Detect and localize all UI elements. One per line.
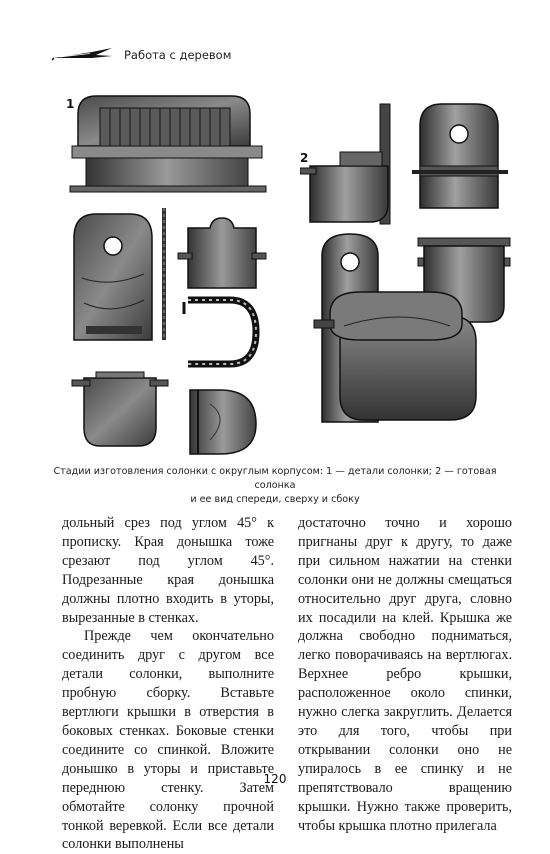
bent-strap bbox=[184, 300, 256, 364]
figure-caption bbox=[40, 465, 510, 507]
front-panel bbox=[178, 218, 266, 288]
bottom-disc bbox=[190, 390, 256, 454]
caption-line-1: Стадии изготовления солонки с округлым корпусом: 1 — детали солонки; 2 — готовая солонка bbox=[53, 466, 497, 491]
figure-label-1: 1 bbox=[66, 97, 75, 111]
assembled-salt-box-illustration bbox=[300, 96, 515, 428]
text-column-right bbox=[298, 514, 512, 835]
page-number: 120 bbox=[263, 772, 287, 786]
back-panel-top bbox=[70, 96, 266, 192]
running-header bbox=[52, 44, 231, 66]
salt-box-parts-illustration bbox=[60, 88, 275, 460]
figure-label-2: 2 bbox=[300, 151, 309, 165]
caption-line-2: и ее вид спереди, сверху и сбоку bbox=[190, 494, 360, 505]
text-column-left bbox=[62, 514, 274, 854]
back-panel bbox=[74, 208, 164, 340]
paragraph: дольный срез под углом 45° к прописку. Края донышка тоже срезают под углом 45°. Подрезанные края донышка должны плотно входить в уторы, вырезанные в стенках. bbox=[62, 515, 274, 626]
quill-pen-icon bbox=[52, 46, 114, 64]
bottom-front-panel bbox=[72, 372, 168, 446]
back-view bbox=[412, 104, 508, 208]
header-title: Работа с деревом bbox=[124, 48, 232, 62]
paragraph: Прежде чем окончательно соединить друг с другом все детали солонки, выполните пробную сборку. Вставьте вертлюги крышки в отверстия в боковых стенках. Боковые стенки соедините со спинкой. Вложите донышко в уторы и приставьте переднюю стенку. Затем обмотайте солонку прочной тонкой веревкой. Если все детали солонки выполнены bbox=[62, 628, 274, 853]
paragraph: достаточно точно и хорошо пригнаны друг к другу, то даже при сильном нажатии на стенки солонки они не должны смещаться относительно друг друга, словно их посадили на клей. Крышка же должна свободно подниматься, легко поворачиваясь на вертлюгах. Верхнее ребро крышки, расположенное около спинки, нужно слегка закруглить. Делается это для того, чтобы при открывании солонки оно не упиралось в ее спинку и не препятствовало вращению крышки. Нужно также проверить, чтобы крышка плотно прилегала bbox=[298, 515, 512, 834]
side-view bbox=[300, 104, 390, 224]
